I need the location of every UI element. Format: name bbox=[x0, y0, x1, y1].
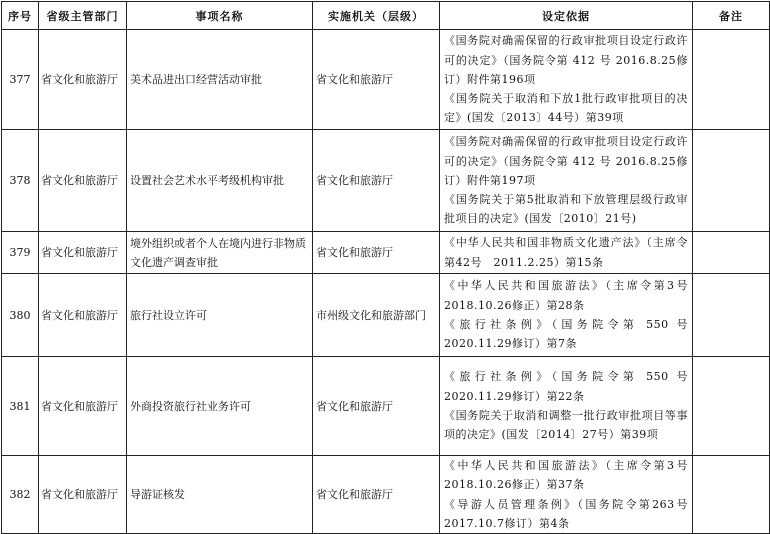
row-note bbox=[693, 130, 770, 232]
header-dept: 省级主管部门 bbox=[39, 2, 127, 30]
row-item: 美术品进出口经营活动审批 bbox=[127, 30, 313, 130]
basis-entry: 《旅行社条例》（国务院令第 550 号 2020.11.29修订）第7条 bbox=[444, 318, 688, 351]
row-dept: 省文化和旅游厅 bbox=[39, 456, 127, 534]
basis-entry: 《国务院关于取消和调整一批行政审批项目等事项的决定》(国发〔2014〕27号）第39项 bbox=[444, 409, 688, 442]
row-item: 外商投资旅行社业务许可 bbox=[127, 357, 313, 456]
table-row bbox=[2, 357, 770, 456]
header-item: 事项名称 bbox=[127, 2, 313, 30]
row-dept: 省文化和旅游厅 bbox=[39, 274, 127, 357]
row-basis bbox=[440, 130, 693, 232]
row-basis bbox=[440, 357, 693, 456]
row-note bbox=[693, 357, 770, 456]
row-item: 旅行社设立许可 bbox=[127, 274, 313, 357]
row-seq: 382 bbox=[2, 456, 39, 534]
row-seq: 378 bbox=[2, 130, 39, 232]
administrative-approval-table bbox=[1, 1, 770, 534]
row-agency: 市州级文化和旅游部门 bbox=[313, 274, 440, 357]
row-dept: 省文化和旅游厅 bbox=[39, 30, 127, 130]
row-item: 设置社会艺术水平考级机构审批 bbox=[127, 130, 313, 232]
row-agency: 省文化和旅游厅 bbox=[313, 456, 440, 534]
row-basis bbox=[440, 30, 693, 130]
header-note: 备注 bbox=[693, 2, 770, 30]
row-agency: 省文化和旅游厅 bbox=[313, 30, 440, 130]
row-item: 境外组织或者个人在境内进行非物质文化遗产调查审批 bbox=[127, 232, 313, 274]
basis-entry: 《中华人民共和国非物质文化遗产法》（主席令第42号 2011.2.25）第15条 bbox=[444, 236, 688, 269]
row-agency: 省文化和旅游厅 bbox=[313, 232, 440, 274]
row-seq: 377 bbox=[2, 30, 39, 130]
row-seq: 381 bbox=[2, 357, 39, 456]
row-agency: 省文化和旅游厅 bbox=[313, 130, 440, 232]
row-note bbox=[693, 30, 770, 130]
row-dept: 省文化和旅游厅 bbox=[39, 130, 127, 232]
table-row bbox=[2, 232, 770, 274]
row-dept: 省文化和旅游厅 bbox=[39, 357, 127, 456]
table-row bbox=[2, 274, 770, 357]
row-note bbox=[693, 456, 770, 534]
row-agency: 省文化和旅游厅 bbox=[313, 357, 440, 456]
table-row bbox=[2, 30, 770, 130]
table-row bbox=[2, 456, 770, 534]
row-basis bbox=[440, 274, 693, 357]
row-item: 导游证核发 bbox=[127, 456, 313, 534]
basis-entry: 《国务院对确需保留的行政审批项目设定行政许可的决定》（国务院令第 412 号 2016.8.25修订）附件第197项 bbox=[444, 135, 688, 187]
row-note bbox=[693, 274, 770, 357]
row-seq: 380 bbox=[2, 274, 39, 357]
table-header-row bbox=[2, 2, 770, 30]
header-seq: 序号 bbox=[2, 2, 39, 30]
basis-entry: 《旅行社条例》（国务院令第 550 号 2020.11.29修订）第22条 bbox=[444, 370, 688, 403]
basis-entry: 《中华人民共和国旅游法》（主席令第3号 2018.10.26修正）第37条 bbox=[444, 459, 688, 492]
row-basis bbox=[440, 232, 693, 274]
basis-entry: 《国务院关于取消和下放1批行政审批项目的决定》(国发〔2013〕44号）第39项 bbox=[444, 92, 688, 125]
row-dept: 省文化和旅游厅 bbox=[39, 232, 127, 274]
row-basis bbox=[440, 456, 693, 534]
header-basis: 设定依据 bbox=[440, 2, 693, 30]
header-agency: 实施机关（层级） bbox=[313, 2, 440, 30]
basis-entry: 《中华人民共和国旅游法》（主席令第3号 2018.10.26修正）第28条 bbox=[444, 279, 688, 312]
row-note bbox=[693, 232, 770, 274]
basis-entry: 《国务院关于第5批取消和下放管理层级行政审批项目的决定》(国发〔2010〕21号) bbox=[444, 193, 688, 226]
basis-entry: 《导游人员管理条例》（国务院令第263号 2017.10.7修订）第4条 bbox=[444, 497, 688, 530]
basis-entry: 《国务院对确需保留的行政审批项目设定行政许可的决定》（国务院令第 412 号 2016.8.25修订）附件第196项 bbox=[444, 34, 688, 86]
table-row bbox=[2, 130, 770, 232]
row-seq: 379 bbox=[2, 232, 39, 274]
